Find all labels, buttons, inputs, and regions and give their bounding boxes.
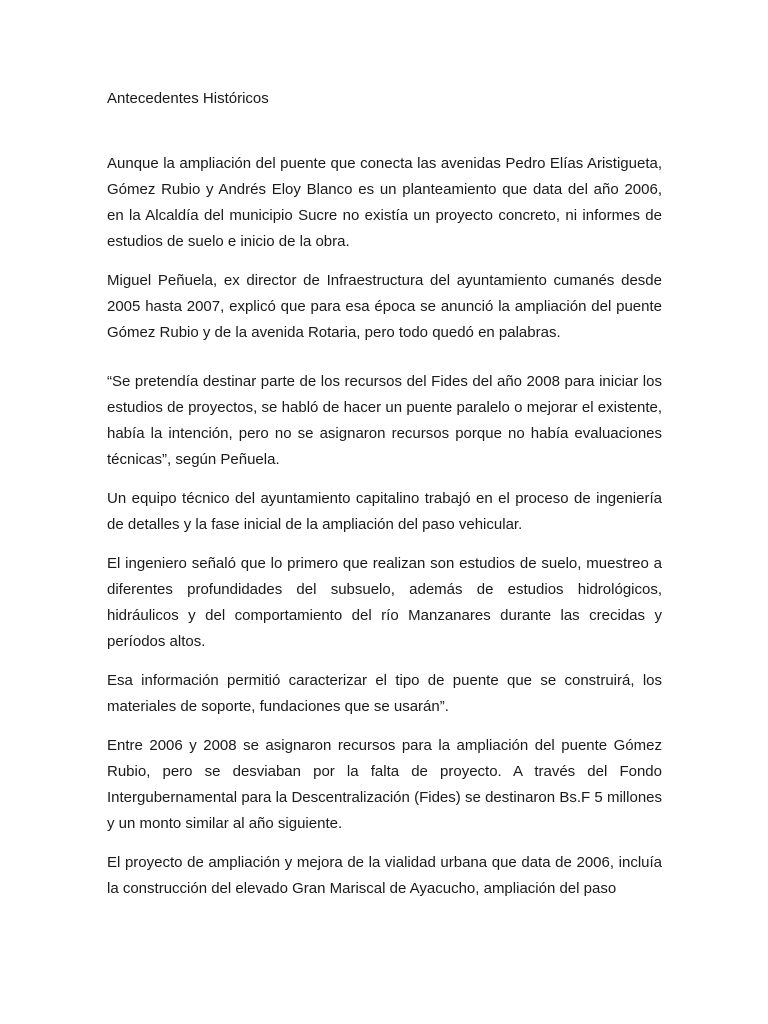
paragraph-1: Aunque la ampliación del puente que conecta las avenidas Pedro Elías Aristigueta, Gómez Rubio y Andrés Eloy Blanco es un planteamiento que data del año 2006, en la Alcaldía del municipio Sucre no existía un proyecto concreto, ni informes de estudios de suelo e inicio de la obra. xyxy=(107,155,662,250)
paragraph-4: Un equipo técnico del ayuntamiento capitalino trabajó en el proceso de ingeniería de detalles y la fase inicial de la ampliación del paso vehicular. xyxy=(107,490,662,533)
paragraph-6: Esa información permitió caracterizar el tipo de puente que se construirá, los materiales de soporte, fundaciones que se usarán”. xyxy=(107,672,662,715)
paragraph-3: “Se pretendía destinar parte de los recursos del Fides del año 2008 para iniciar los estudios de proyectos, se habló de hacer un puente paralelo o mejorar el existente, había la intención, pero no se asignaron recursos porque no había evaluaciones técnicas”, según Peñuela. xyxy=(107,373,662,468)
document-title: Antecedentes Históricos xyxy=(107,90,269,107)
paragraph-5: El ingeniero señaló que lo primero que realizan son estudios de suelo, muestreo a diferentes profundidades del subsuelo, además de estudios hidrológicos, hidráulicos y del comportamiento del río Manzanares durante las crecidas y períodos altos. xyxy=(107,555,662,650)
paragraph-7: Entre 2006 y 2008 se asignaron recursos para la ampliación del puente Gómez Rubio, pero se desviaban por la falta de proyecto. A través del Fondo Intergubernamental para la Descentralización (Fides) se destinaron Bs.F 5 millones y un monto similar al año siguiente. xyxy=(107,737,662,832)
document-body xyxy=(107,151,662,915)
paragraph-8: El proyecto de ampliación y mejora de la vialidad urbana que data de 2006, incluía la construcción del elevado Gran Mariscal de Ayacucho, ampliación del paso xyxy=(107,854,662,897)
paragraph-2: Miguel Peñuela, ex director de Infraestructura del ayuntamiento cumanés desde 2005 hasta 2007, explicó que para esa época se anunció la ampliación del puente Gómez Rubio y de la avenida Rotaria, pero todo quedó en palabras. xyxy=(107,272,662,341)
